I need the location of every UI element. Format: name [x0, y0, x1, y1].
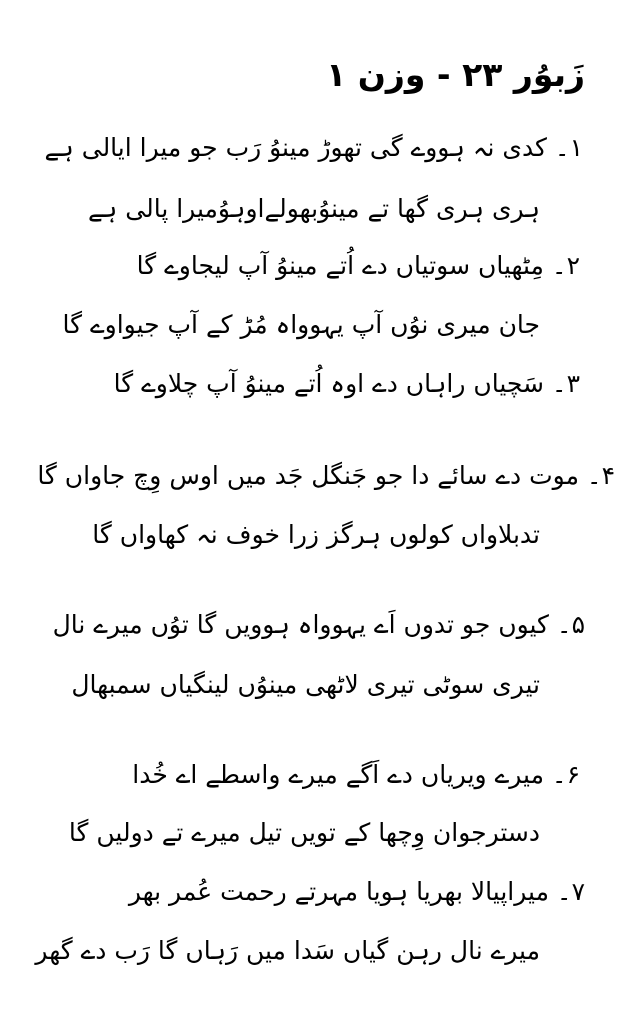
verse-line: ۴۔ موت دے سائے دا جو جَنگل جَد میں اوس وِچ جاواں گا: [37, 461, 615, 490]
page-title: زَبوُر ۲۳ - وزن ۱: [326, 55, 585, 94]
verse-line: ہری ہری گھا تے مینوُبھولےاوہوُمیرا پالی ہے: [88, 194, 540, 223]
verse-line: دسترجوان وِچھا کے تویں تیل میرے تے دولیں گا: [68, 818, 540, 847]
verse-line: ۱۔ کدی نہ ہووے گی تھوڑ مینوُ رَب جو میرا ایالی ہے: [44, 133, 583, 162]
verse-line: ۳۔ سَچیاں راہاں دے اوہ اُتے مینوُ آپ چلاوے گا: [113, 369, 580, 398]
verse-line: تدبلاواں کولوں ہرگز زرا خوف نہ کھاواں گا: [92, 520, 540, 549]
verse-line: ۲۔ مِٹھیاں سوتیاں دے اُتے مینوُ آپ لیجاوے گا: [136, 251, 580, 280]
verse-line: ۵۔ کیوں جو تدوں اَے یہوواہ ہوویں گا توُں میرے نال: [52, 610, 585, 639]
verse-line: ۶۔ میرے ویریاں دے اَگے میرے واسطے اے خُدا: [132, 760, 580, 789]
verse-line: میرے نال رہن گیاں سَدا میں رَہاں گا رَب دے گھر: [35, 936, 540, 965]
verse-line: ۷۔ میراپیالا بھریا ہویا مہرتے رحمت عُمر بھر: [128, 877, 585, 906]
verse-line: جان میری نوُں آپ یہوواہ مُڑ کے آپ جیواوے گا: [62, 310, 540, 339]
verse-line: تیری سوٹی تیری لاٹھی مینوُں لینگیاں سمبھال: [71, 670, 540, 699]
